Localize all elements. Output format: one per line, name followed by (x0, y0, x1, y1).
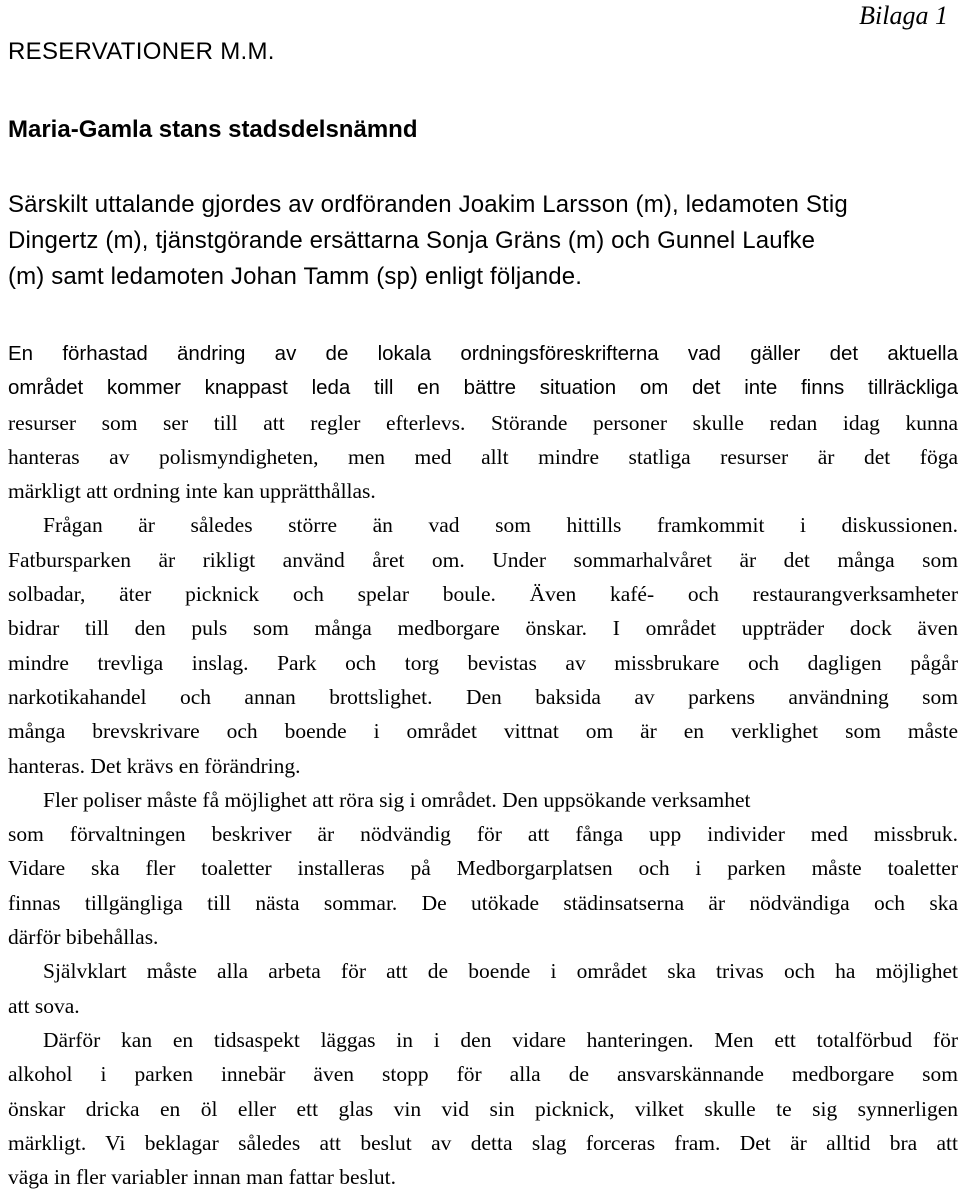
committee-heading: Maria-Gamla stans stadsdelsnämnd (8, 116, 418, 143)
body-line: som förvaltningen beskriver är nödvändig för att fånga upp individer med missbruk. (8, 822, 958, 847)
body-line: många brevskrivare och boende i området vittnat om är en verklighet som måste (8, 719, 958, 744)
body-line: området kommer knappast leda till en bättre situation om det inte finns tillräckliga (8, 376, 958, 400)
body-line: resurser som ser till att regler efterlevs. Störande personer skulle redan idag kunna (8, 410, 958, 435)
body-line: bidrar till den puls som många medborgare önskar. I området uppträder dock även (8, 616, 958, 641)
body-line: Fler poliser måste få möjlighet att röra sig i området. Den uppsökande verksamhet (43, 787, 751, 812)
intro-line: (m) samt ledamoten Johan Tamm (sp) enligt följande. (8, 263, 583, 290)
body-line: narkotikahandel och annan brottslighet. Den baksida av parkens användning som (8, 684, 958, 709)
body-line: hanteras av polismyndigheten, men med allt mindre statliga resurser är det föga (8, 444, 958, 469)
body-line: märkligt. Vi beklagar således att beslut av detta slag forceras fram. Det är alltid bra att (8, 1130, 958, 1155)
intro-line: Särskilt uttalande gjordes av ordföranden Joakim Larsson (m), ledamoten Stig (8, 191, 848, 218)
body-line: finnas tillgängliga till nästa sommar. De utökade städinsatserna är nödvändiga och ska (8, 890, 958, 915)
body-line: väga in fler variabler innan man fattar beslut. (8, 1165, 397, 1190)
body-line: Frågan är således större än vad som hittills framkommit i diskussionen. (43, 513, 958, 538)
body-line: En förhastad ändring av de lokala ordningsföreskrifterna vad gäller det aktuella (8, 342, 958, 365)
body-line: alkohol i parken innebär även stopp för alla de ansvarskännande medborgare som (8, 1062, 958, 1087)
body-line: solbadar, äter picknick och spelar boule. Även kafé- och restaurangverksamheter (8, 582, 958, 607)
body-line: mindre trevliga inslag. Park och torg bevistas av missbrukare och dagligen pågår (8, 650, 958, 675)
intro-paragraph (8, 187, 960, 295)
body-line: hanteras. Det krävs en förändring. (8, 753, 301, 778)
body-line: att sova. (8, 993, 80, 1018)
body-text (8, 337, 958, 1194)
body-line: därför bibehållas. (8, 925, 159, 950)
document-title: RESERVATIONER M.M. (8, 38, 275, 65)
appendix-label: Bilaga 1 (859, 1, 948, 30)
intro-line: Dingertz (m), tjänstgörande ersättarna Sonja Gräns (m) och Gunnel Laufke (8, 227, 816, 254)
body-line: önskar dricka en öl eller ett glas vin vid sin picknick, vilket skulle te sig synnerligen (8, 1096, 958, 1121)
body-line: Därför kan en tidsaspekt läggas in i den vidare hanteringen. Men ett totalförbud för (43, 1027, 958, 1052)
body-line: Självklart måste alla arbeta för att de boende i området ska trivas och ha möjlighet (43, 959, 958, 984)
body-line: märkligt att ordning inte kan upprätthållas. (8, 479, 376, 504)
body-line: Fatbursparken är rikligt använd året om. Under sommarhalvåret är det många som (8, 547, 958, 572)
body-line: Vidare ska fler toaletter installeras på Medborgarplatsen och i parken måste toaletter (8, 856, 958, 881)
